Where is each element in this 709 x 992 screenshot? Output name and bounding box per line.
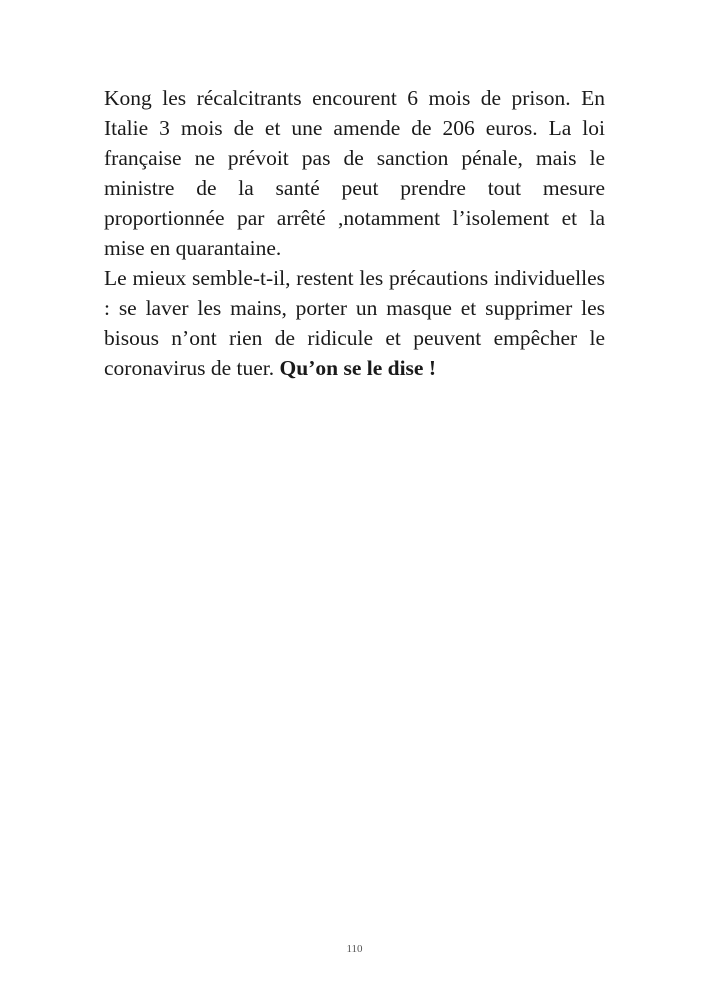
paragraph-1-text: Kong les récalcitrants encourent 6 mois de prison. En Italie 3 mois de et une amende de 206 euros. La loi française ne prévoit pas de sanction pénale, mais le ministre de la santé peut prendre tout mesure proportionnée par arrêté ,notamment l’isolement et la mise en quarantaine. [104,86,605,260]
page-number: 110 [346,943,363,955]
closing-exclamation: Qu’on se le dise ! [279,356,437,380]
paragraph-2-text: Le mieux semble-t-il, restent les précautions individuelles : se laver les mains, porter un masque et supprimer les bisous n’ont rien de ridicule et peuvent empêcher le coronavirus de tuer. [104,266,605,380]
body-text [104,83,605,383]
paragraph-2 [104,263,605,383]
paragraph-1 [104,83,605,263]
